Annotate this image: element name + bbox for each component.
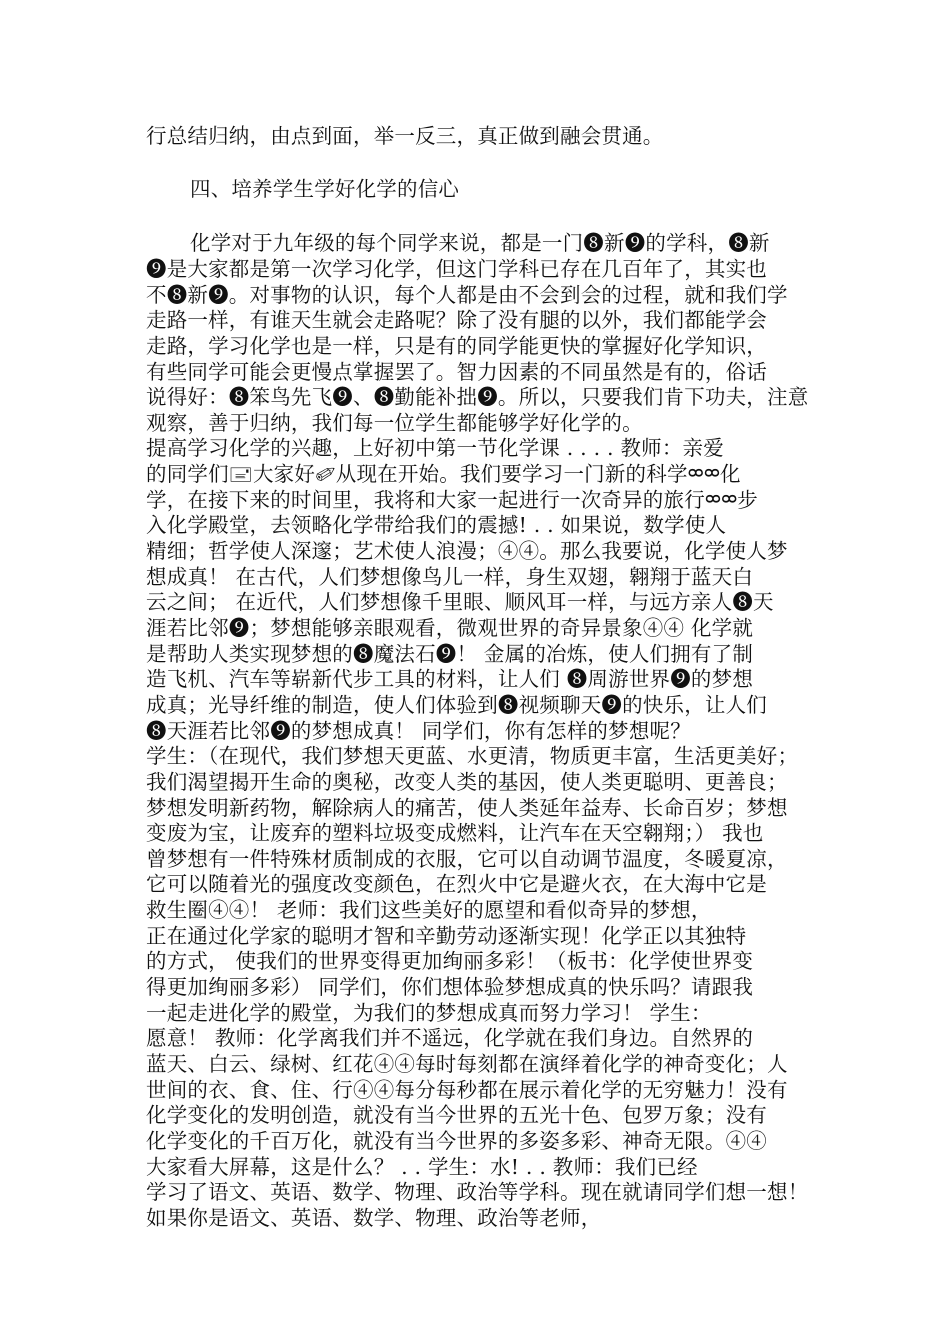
text-line: 正在通过化学家的聪明才智和辛勤劳动逐渐实现！化学正以其独特 xyxy=(146,924,747,948)
text-line: 行总结归纳，由点到面，举一反三，真正做到融会贯通。 xyxy=(146,124,664,148)
section-heading: 四、培养学生学好化学的信心 xyxy=(190,177,460,201)
text-line: 造飞机、汽车等崭新代步工具的材料，让人们 ❽周游世界❾的梦想 xyxy=(146,667,754,691)
text-line: 我们渴望揭开生命的奥秘，改变人类的基因，使人类更聪明、更善良； xyxy=(146,770,788,794)
text-line: 大家看大屏幕，这是什么？ . . 学生：水! . . 教师：我们已经 xyxy=(146,1155,698,1179)
text-line: 它可以随着光的强度改变颜色，在烈火中它是避火衣，在大海中它是 xyxy=(146,872,767,896)
text-line: 有些同学可能会更慢点掌握罢了。智力因素的不同虽然是有的，俗话 xyxy=(146,360,767,384)
text-line: 说得好：❽笨鸟先飞❾、❽勤能补拙❾。所以，只要我们肯下功夫，注意 xyxy=(146,385,809,409)
text-line: 观察，善于归纳，我们每一位学生都能够学好化学的。 xyxy=(146,411,643,435)
text-line: 涯若比邻❾；梦想能够亲眼观看，微观世界的奇异景象④④ 化学就 xyxy=(146,616,754,640)
text-line: 化学对于九年级的每个同学来说，都是一门❽新❾的学科，❽新 xyxy=(190,231,770,255)
text-line: 得更加绚丽多彩） 同学们，你们想体验梦想成真的快乐吗？请跟我 xyxy=(146,975,754,999)
text-line: 精细；哲学使人深邃；艺术使人浪漫；④④。那么我要说，化学使人梦 xyxy=(146,539,788,563)
text-line: 变废为宝，让废弃的塑料垃圾变成燃料，让汽车在天空翱翔；） 我也 xyxy=(146,821,764,845)
text-line: 学生：（在现代，我们梦想天更蓝、水更清，物质更丰富，生活更美好； xyxy=(146,744,799,768)
text-line: 的同学们🖃大家好✐从现在开始。我们要学习一门新的科学ᢁᢁ化 xyxy=(146,462,741,486)
text-line: 走路，学习化学也是一样，只是有的同学能更快的掌握好化学知识， xyxy=(146,334,767,358)
text-line: 的方式， 使我们的世界变得更加绚丽多彩！（板书：化学使世界变 xyxy=(146,949,754,973)
text-line: 梦想发明新药物，解除病人的痛苦，使人类延年益寿、长命百岁；梦想 xyxy=(146,796,788,820)
text-line: 一起走进化学的殿堂，为我们的梦想成真而努力学习！ 学生： xyxy=(146,1001,712,1025)
text-line: 学，在接下来的时间里，我将和大家一起进行一次奇异的旅行ᢁᢁ步 xyxy=(146,488,758,512)
text-line: 入化学殿堂，去领略化学带给我们的震撼! . . 如果说，数学使人 xyxy=(146,513,727,537)
text-line: 化学变化的千百万化，就没有当今世界的多姿多彩、神奇无限。④④ xyxy=(146,1129,767,1153)
text-line: 学习了语文、英语、数学、物理、政治等学科。现在就请同学们想一想！ xyxy=(146,1180,809,1204)
text-line: 不❽新❾。对事物的认识，每个人都是由不会到会的过程，就和我们学 xyxy=(146,283,788,307)
text-line: 世间的衣、食、住、行④④每分每秒都在展示着化学的无穷魅力！没有 xyxy=(146,1078,788,1102)
text-line: 想成真！ 在古代，人们梦想像鸟儿一样，身生双翅，翱翔于蓝天白 xyxy=(146,565,754,589)
text-line: ❾是大家都是第一次学习化学，但这门学科已存在几百年了，其实也 xyxy=(146,257,767,281)
text-line: 蓝天、白云、绿树、红花④④每时每刻都在演绎着化学的神奇变化；人 xyxy=(146,1052,788,1076)
text-line: ❽天涯若比邻❾的梦想成真！ 同学们，你有怎样的梦想呢？ xyxy=(146,719,691,743)
text-line: 化学变化的发明创造，就没有当今世界的五光十色、包罗万象；没有 xyxy=(146,1103,767,1127)
text-line: 走路一样，有谁天生就会走路呢？除了没有腿的以外，我们都能学会 xyxy=(146,308,767,332)
text-line: 是帮助人类实现梦想的❽魔法石❾！ 金属的冶炼，使人们拥有了制 xyxy=(146,642,754,666)
text-line: 救生圈④④！ 老师：我们这些美好的愿望和看似奇异的梦想， xyxy=(146,898,712,922)
text-line: 提高学习化学的兴趣，上好初中第一节化学课 . . . . 教师：亲爱 xyxy=(146,436,724,460)
text-line: 云之间； 在近代，人们梦想像千里眼、顺风耳一样，与远方亲人❽天 xyxy=(146,590,774,614)
text-line: 曾梦想有一件特殊材质制成的衣服，它可以自动调节温度，冬暖夏凉， xyxy=(146,847,788,871)
text-line: 成真；光导纤维的制造，使人们体验到❽视频聊天❾的快乐，让人们 xyxy=(146,693,767,717)
text-line: 如果你是语文、英语、数学、物理、政治等老师， xyxy=(146,1206,602,1230)
text-line: 愿意！ 教师：化学离我们并不遥远，化学就在我们身边。自然界的 xyxy=(146,1026,754,1050)
